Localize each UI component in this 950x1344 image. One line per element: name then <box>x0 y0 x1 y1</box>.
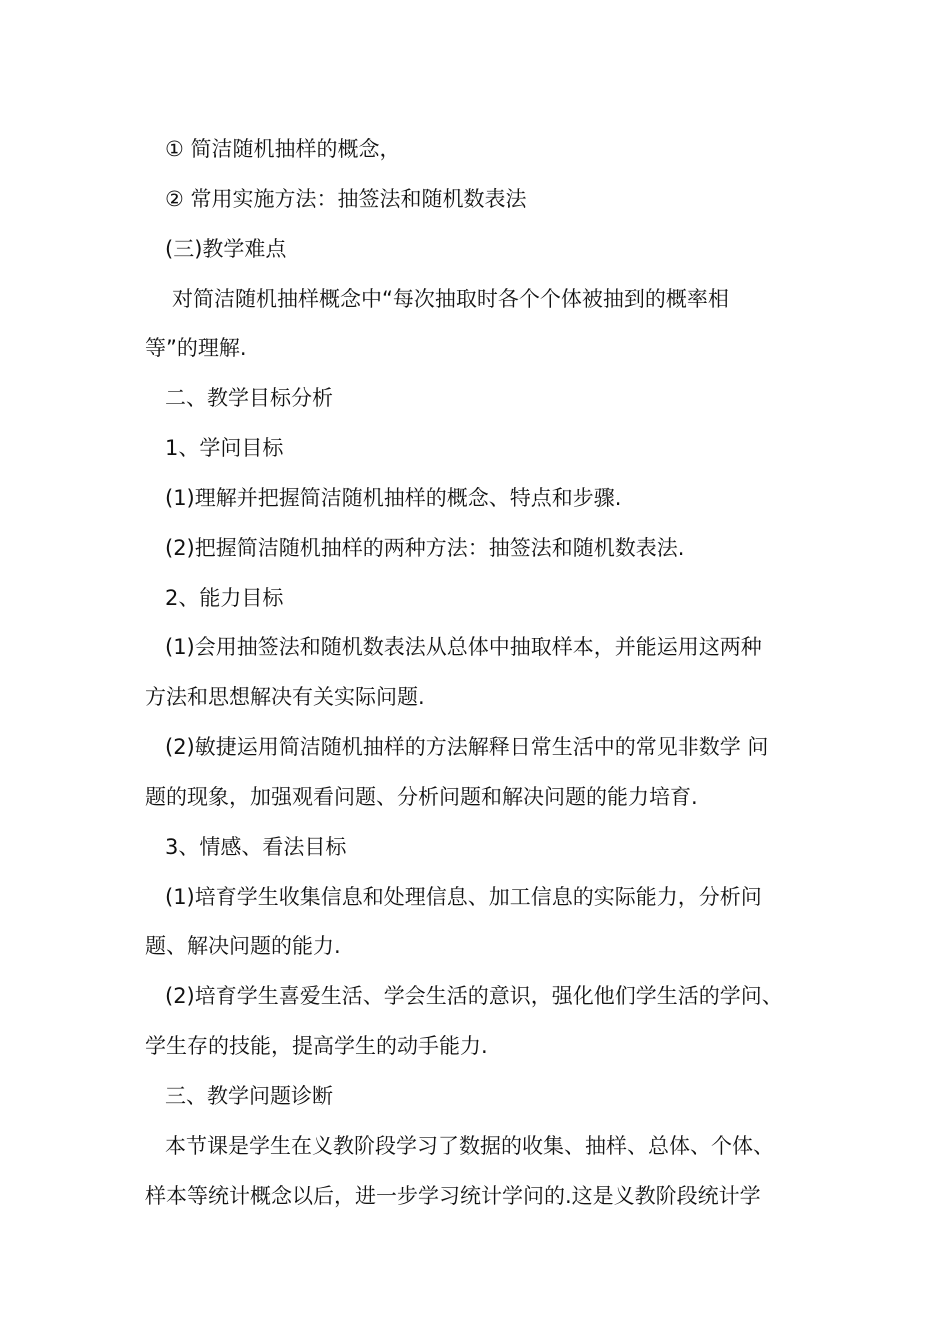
subsection-heading-knowledge: 1、学问目标 <box>165 436 284 460</box>
paragraph-line: 等”的理解. <box>145 336 247 360</box>
section-heading-diagnosis: 三、教学问题诊断 <box>165 1084 333 1108</box>
paragraph-line: 本节课是学生在义教阶段学习了数据的收集、抽样、总体、个体、 <box>165 1134 774 1158</box>
paragraph-line: 对简洁随机抽样概念中“每次抽取时各个个体被抽到的概率相 <box>172 287 729 311</box>
paragraph-line: (2)培育学生喜爱生活、学会生活的意识，强化他们学生活的学问、 <box>165 984 783 1008</box>
paragraph-line: (2)敏捷运用简洁随机抽样的方法解释日常生活中的常见非数学 问 <box>165 735 769 759</box>
paragraph-line: (1)培育学生收集信息和处理信息、加工信息的实际能力，分析问 <box>165 885 762 909</box>
subsection-heading-ability: 2、能力目标 <box>165 586 284 610</box>
paragraph-line: 题、解决问题的能力. <box>145 934 341 958</box>
paragraph-line: (1)会用抽签法和随机数表法从总体中抽取样本，并能运用这两种 <box>165 635 762 659</box>
section-heading-difficulty: (三)教学难点 <box>165 237 287 261</box>
paragraph-line: 题的现象，加强观看问题、分析问题和解决问题的能力培育. <box>145 785 698 809</box>
list-item-concept: ① 简洁随机抽样的概念， <box>165 137 401 161</box>
list-item-methods: ② 常用实施方法：抽签法和随机数表法 <box>165 187 527 211</box>
section-heading-objectives: 二、教学目标分析 <box>165 386 333 410</box>
subsection-heading-emotion: 3、情感、看法目标 <box>165 835 347 859</box>
paragraph-line: (2)把握简洁随机抽样的两种方法：抽签法和随机数表法. <box>165 536 685 560</box>
paragraph-line: 学生存的技能，提高学生的动手能力. <box>145 1034 488 1058</box>
paragraph-line: 样本等统计概念以后，进一步学习统计学问的.这是义教阶段统计学 <box>145 1184 761 1208</box>
paragraph-line: (1)理解并把握简洁随机抽样的概念、特点和步骤. <box>165 486 622 510</box>
paragraph-line: 方法和思想解决有关实际问题. <box>145 685 425 709</box>
